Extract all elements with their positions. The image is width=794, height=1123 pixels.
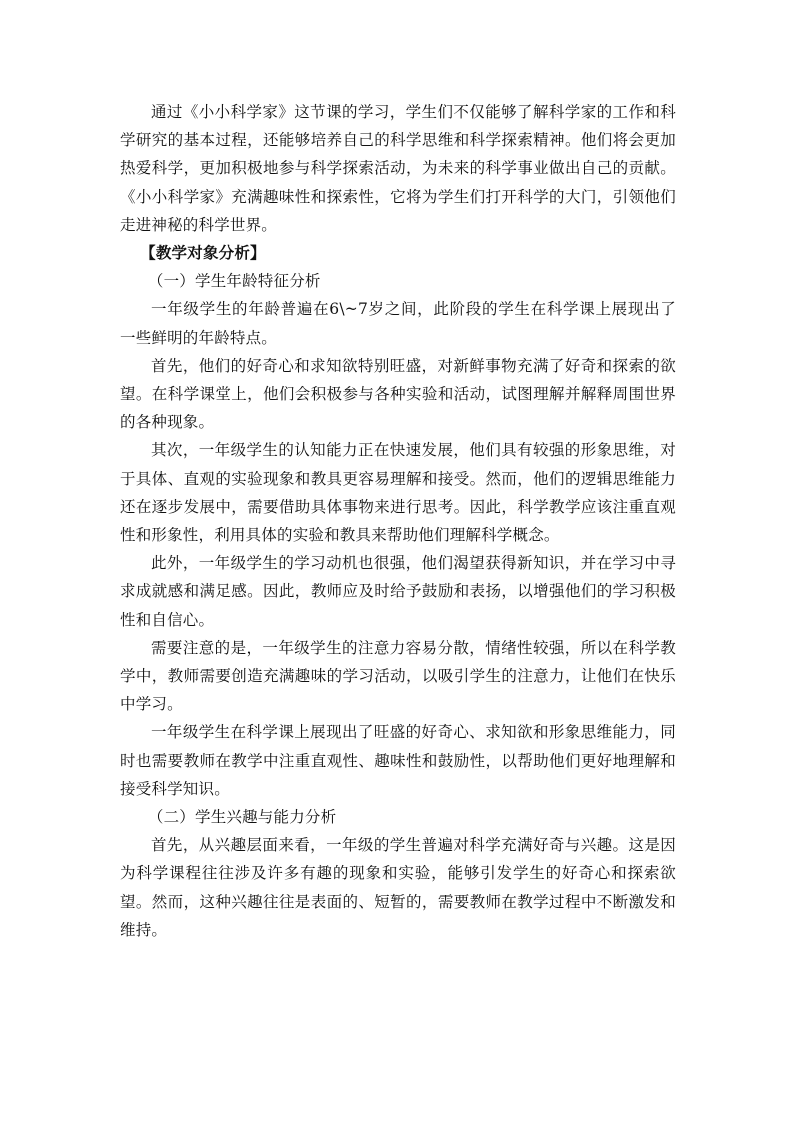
paragraph-curiosity: 首先，他们的好奇心和求知欲特别旺盛，对新鲜事物充满了好奇和探索的欲望。在科学课堂上，他们会积极参与各种实验和活动，试图理解并解释周围世界的各种现象。: [120, 356, 676, 432]
paragraph-age-range: 一年级学生的年龄普遍在6\~7岁之间，此阶段的学生在科学课上展现出了一些鲜明的年龄特点。: [120, 300, 676, 347]
paragraph-motivation: 此外，一年级学生的学习动机也很强，他们渴望获得新知识，并在学习中寻求成就感和满足感。因此，教师应及时给予鼓励和表扬，以增强他们的学习积极性和自信心。: [120, 554, 676, 629]
paragraph-attention: 需要注意的是，一年级学生的注意力容易分散，情绪性较强，所以在科学教学中，教师需要创造充满趣味的学习活动，以吸引学生的注意力，让他们在快乐中学习。: [120, 638, 676, 714]
paragraph-interest: 首先，从兴趣层面来看，一年级的学生普遍对科学充满好奇与兴趣。这是因为科学课程往往涉及许多有趣的现象和实验，能够引发学生的好奇心和探索欲望。然而，这种兴趣往往是表面的、短暂的，需要教师在教学过程中不断激发和维持。: [120, 836, 676, 939]
paragraph-intro-summary: 通过《小小科学家》这节课的学习，学生们不仅能够了解科学家的工作和科学研究的基本过程，还能够培养自己的科学思维和科学探索精神。他们将会更加热爱科学，更加积极地参与科学探索活动，为未来的科学事业做出自己的贡献。《小小科学家》充满趣味性和探索性，它将为学生们打开科学的大门，引领他们走进神秘的科学世界。: [120, 103, 676, 234]
document-body: [120, 98, 676, 944]
paragraph-cognition: 其次，一年级学生的认知能力正在快速发展，他们具有较强的形象思维，对于具体、直观的实验现象和教具更容易理解和接受。然而，他们的逻辑思维能力还在逐步发展中，需要借助具体事物来进行思考。因此，科学教学应该注重直观性和形象性，利用具体的实验和教具来帮助他们理解科学概念。: [120, 441, 676, 545]
subheading-age-characteristics: （一）学生年龄特征分析: [147, 272, 321, 291]
paragraph-age-summary: 一年级学生在科学课上展现出了旺盛的好奇心、求知欲和形象思维能力，同时也需要教师在教学中注重直观性、趣味性和鼓励性，以帮助他们更好地理解和接受科学知识。: [120, 723, 676, 798]
section-heading-teaching-object-analysis: 【教学对象分析】: [140, 243, 266, 263]
subheading-interest-ability: （二）学生兴趣与能力分析: [147, 808, 337, 827]
